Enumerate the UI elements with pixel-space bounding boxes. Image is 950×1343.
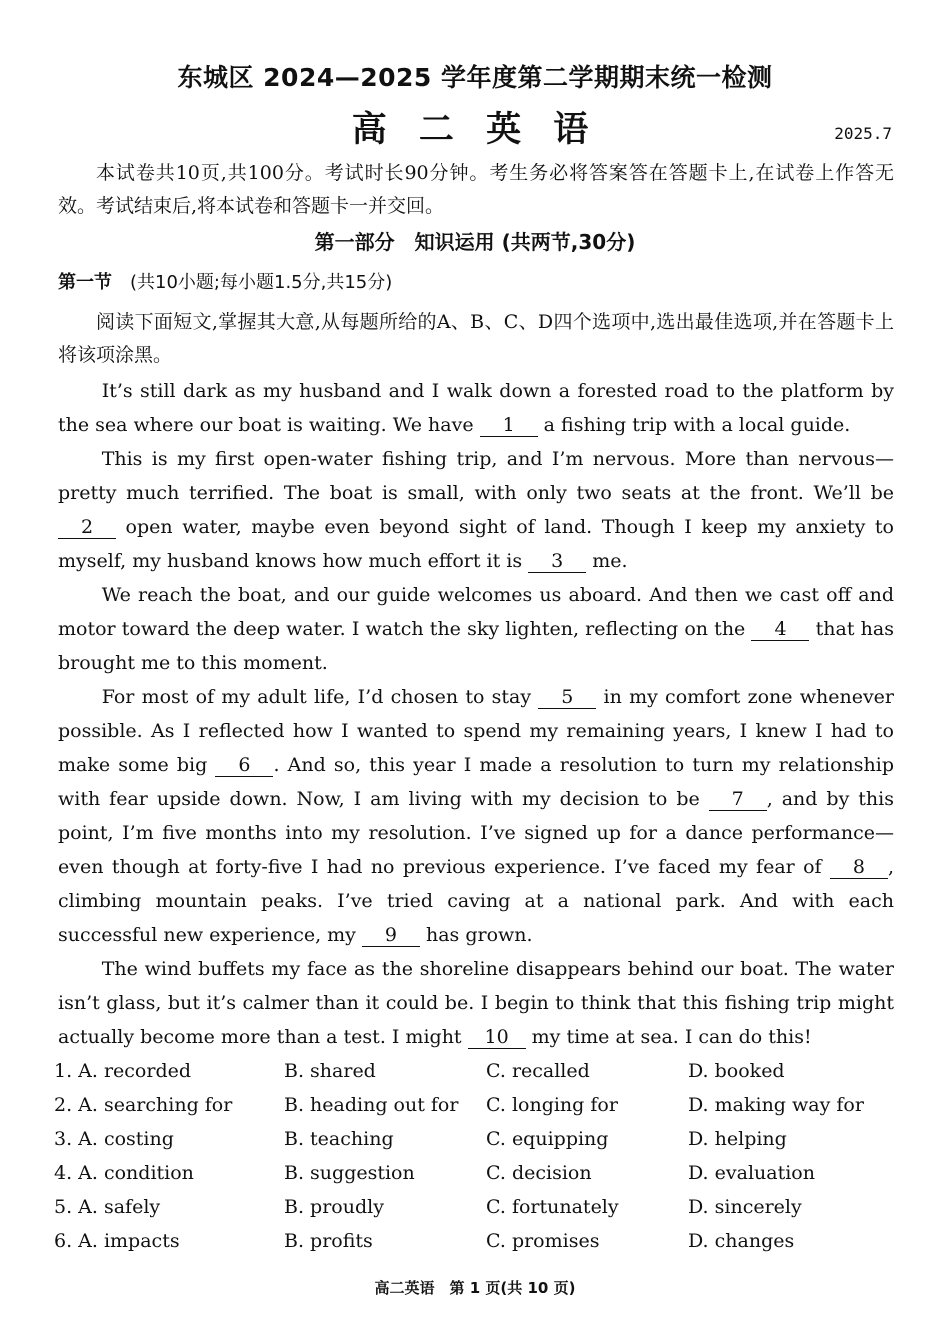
option-d: D. helping [688,1128,787,1150]
paragraph: For most of my adult life, I’d chosen to stay 5 in my comfort zone whenever possible. As I reflected how I wanted to spend my remaining years, I knew I had to make some big 6 . And so, this year I made a resolution to turn my relationship with fear upside down. Now, I am living with my decision to be 7 , and by this point, I’m five months into my resolution. I’ve signed up for a dance performance—even though at forty-five I had no previous experience. I’ve faced my fear of 8 , climbing mountain peaks. I’ve tried caving at a national park. And with each successful new experience, my 9 has grown. [58,686,895,946]
blank-5: 5 [538,686,596,709]
blank-3: 3 [528,550,586,573]
option-a: 1. A. recorded [54,1060,192,1082]
blank-4: 4 [751,618,809,641]
option-c: C. decision [486,1162,592,1184]
option-b: B. teaching [284,1128,394,1150]
exam-title: 东城区 2024—2025 学年度第二学期期末统一检测 [177,63,773,92]
option-row [54,1156,894,1190]
section-title: 第一节 [58,272,112,293]
reading-passage [58,374,894,1054]
section-instruction: 阅读下面短文,掌握其大意,从每题所给的A、B、C、D四个选项中,选出最佳选项,并在答题卡上将该项涂黑。 [58,311,894,366]
page-footer: 高二英语 第 1 页(共 10 页) [374,1279,576,1297]
blank-6: 6 [215,754,273,777]
option-c: C. fortunately [486,1196,619,1218]
option-a: 4. A. condition [54,1162,194,1184]
blank-10: 10 [468,1026,526,1049]
exam-date: 2025.7 [834,124,892,143]
part-heading: 第一部分 知识运用 (共两节,30分) [314,230,636,254]
answer-options [54,1054,894,1258]
option-d: D. booked [688,1060,785,1082]
option-a: 3. A. costing [54,1128,174,1150]
option-b: B. profits [284,1230,373,1252]
option-a: 6. A. impacts [54,1230,180,1252]
paragraph: This is my first open-water fishing trip, and I’m nervous. More than nervous—pretty much terrified. The boat is small, with only two seats at the front. We’ll be 2 open water, maybe even beyond sight of land. Though I keep my anxiety to myself, my husband knows how much effort it is 3 me. [58,448,894,572]
option-row [54,1190,894,1224]
option-a: 2. A. searching for [54,1094,233,1116]
blank-8: 8 [830,856,888,879]
option-row [54,1224,894,1258]
option-a: 5. A. safely [54,1196,161,1218]
blank-1: 1 [480,414,538,437]
option-row [54,1088,894,1122]
option-d: D. sincerely [688,1196,802,1218]
option-d: D. evaluation [688,1162,815,1184]
option-d: D. changes [688,1230,795,1252]
paragraph: It’s still dark as my husband and I walk down a forested road to the platform by the sea where our boat is waiting. We have 1 a fishing trip with a local guide. [58,380,894,436]
option-c: C. equipping [486,1128,609,1150]
option-c: C. promises [486,1230,600,1252]
option-b: B. shared [284,1060,376,1082]
paragraph: We reach the boat, and our guide welcomes us aboard. And then we cast off and motor toward the deep water. I watch the sky lighten, reflecting on the 4 that has brought me to this moment. [58,584,894,674]
option-b: B. proudly [284,1196,384,1218]
section-heading [58,268,392,294]
paragraph: The wind buffets my face as the shoreline disappears behind our boat. The water isn’t glass, but it’s calmer than it could be. I begin to think that this fishing trip might actually become more than a test. I might 10 my time at sea. I can do this! [58,958,894,1048]
blank-9: 9 [362,924,420,947]
option-c: C. longing for [486,1094,618,1116]
subject-title: 高 二 英 语 [351,109,599,150]
option-c: C. recalled [486,1060,590,1082]
exam-instructions: 本试卷共10页,共100分。考试时长90分钟。考生务必将答案答在答题卡上,在试卷上作答无效。考试结束后,将本试卷和答题卡一并交回。 [58,162,894,217]
option-b: B. suggestion [284,1162,415,1184]
blank-7: 7 [709,788,767,811]
option-row [54,1054,894,1088]
option-row [54,1122,894,1156]
blank-2: 2 [58,516,116,539]
option-d: D. making way for [688,1094,864,1116]
section-description: (共10小题;每小题1.5分,共15分) [130,272,393,293]
option-b: B. heading out for [284,1094,459,1116]
